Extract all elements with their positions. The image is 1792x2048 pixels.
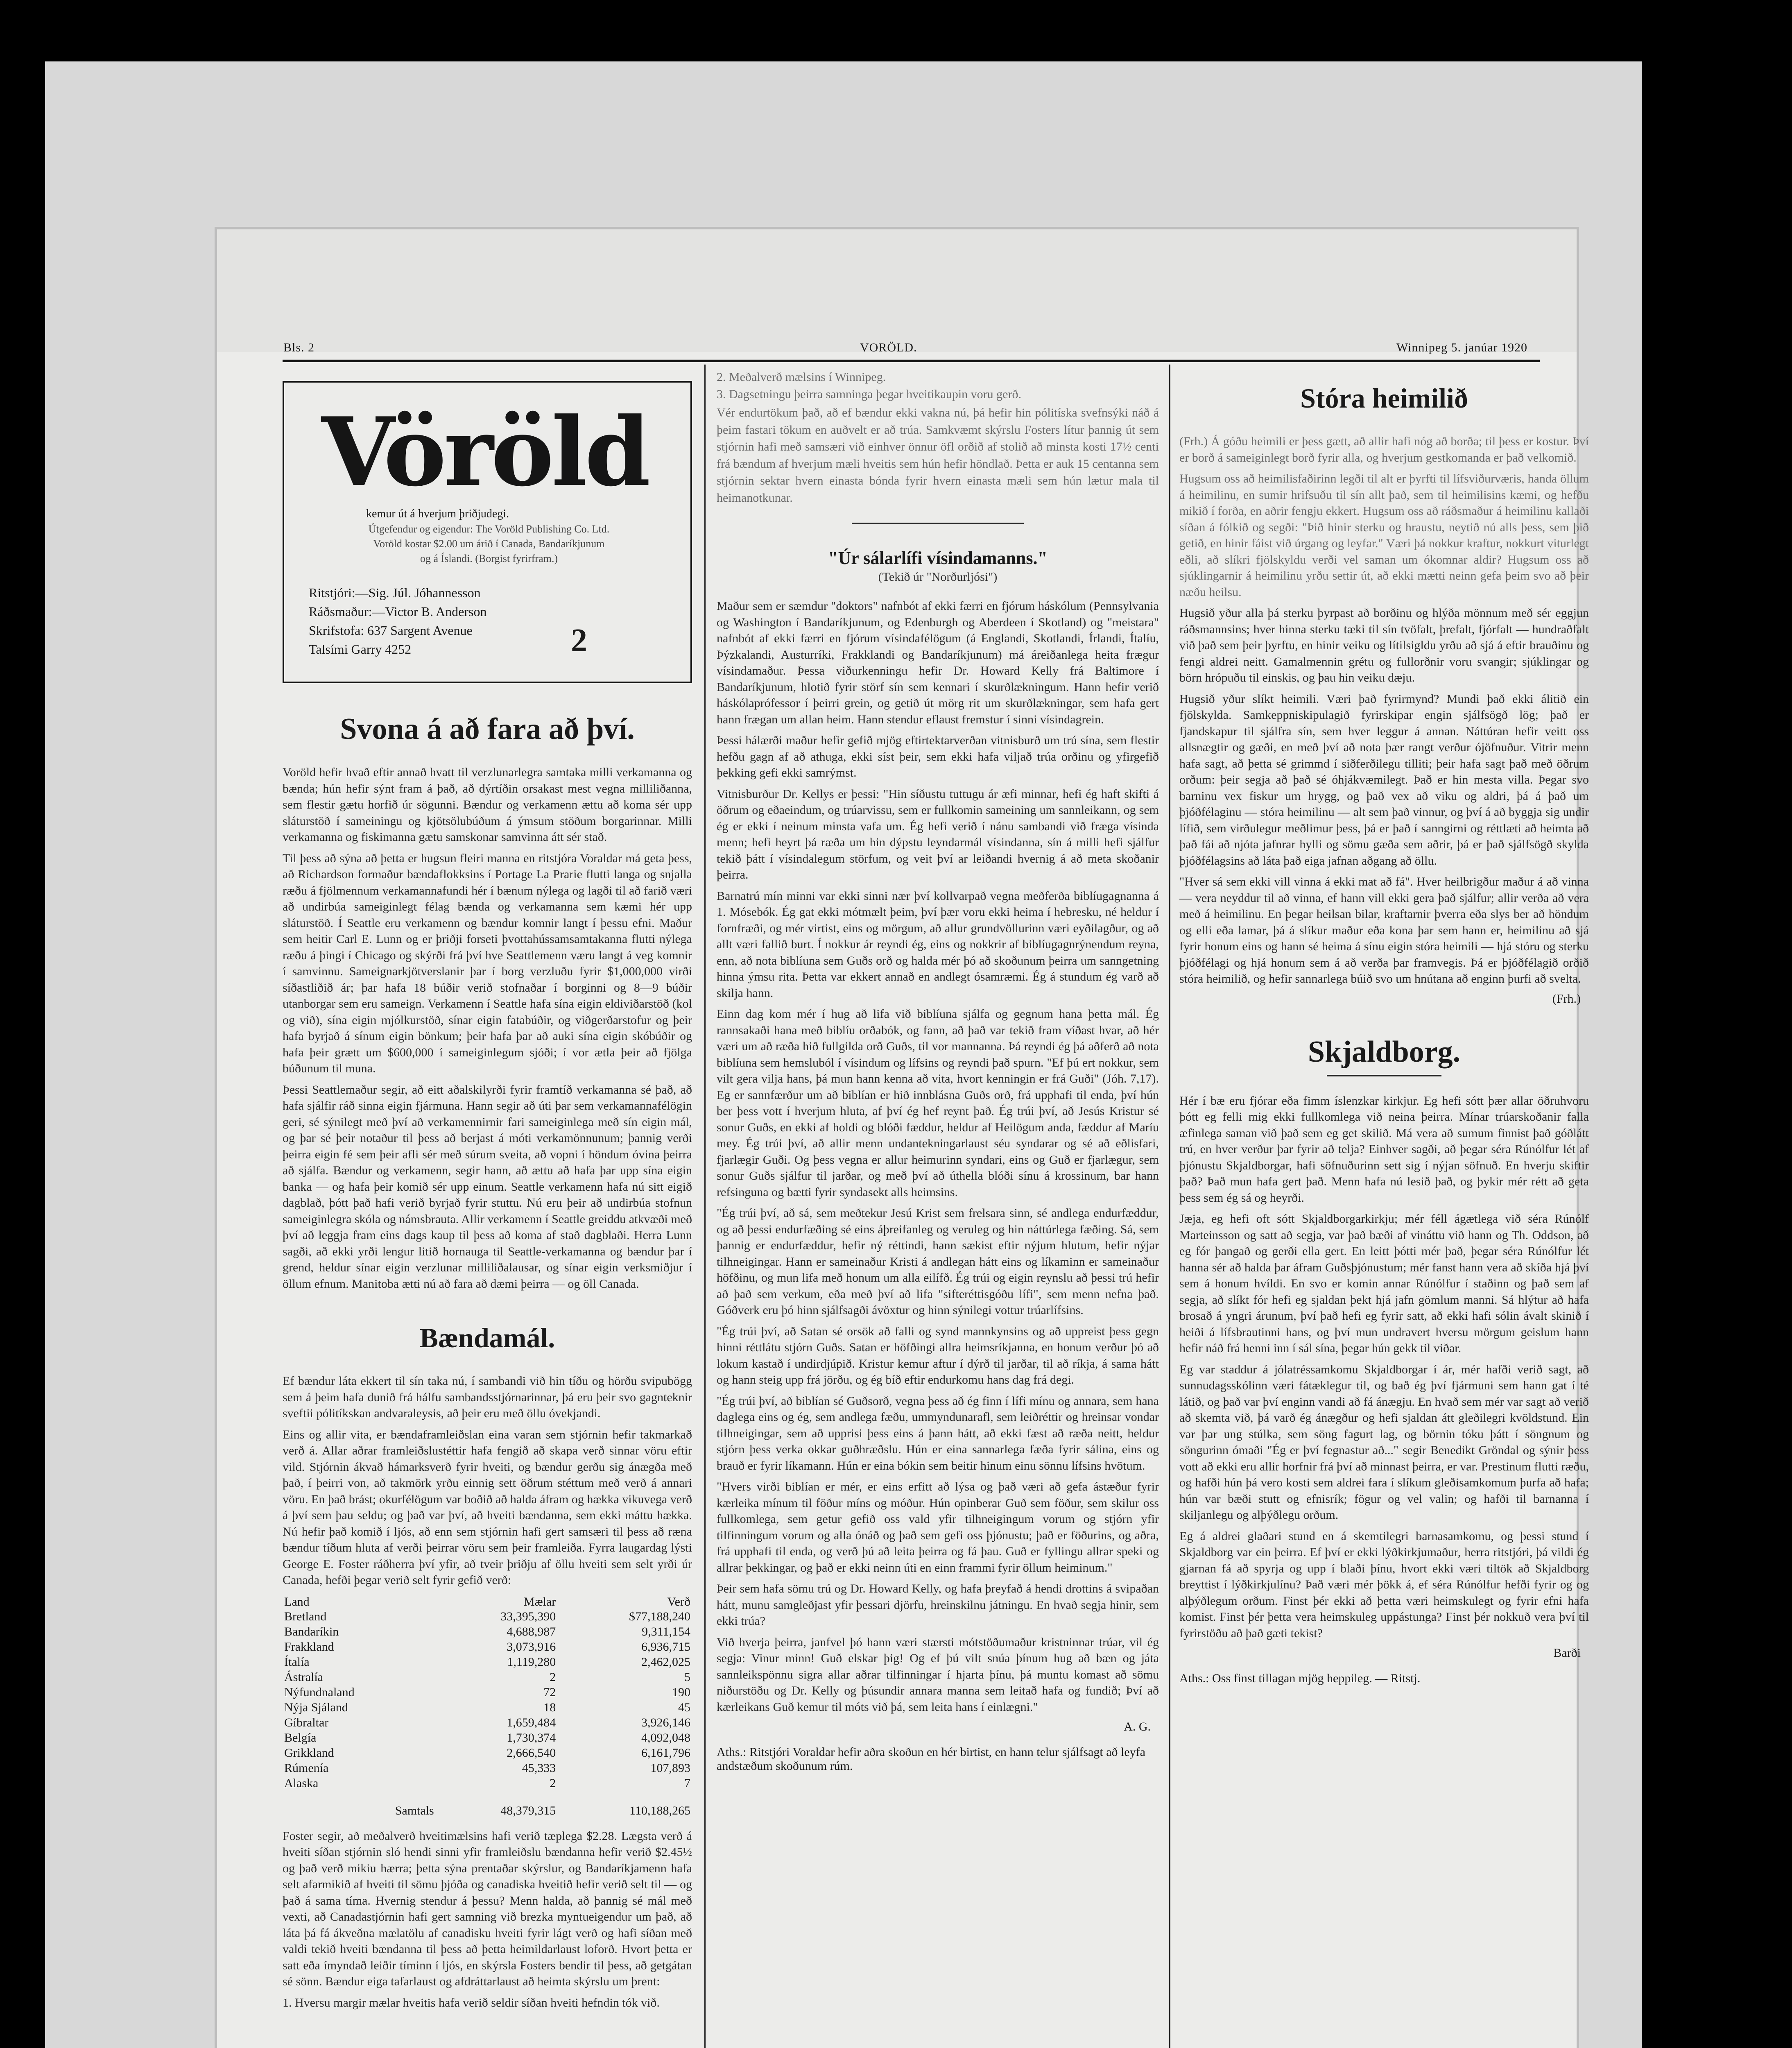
article-paragraph: Vitnisburður Dr. Kellys er þessi: "Hin síðustu tuttugu ár æfi minnar, hefi ég haft skifti á öðrum og eðaeindum, og trúarvissu, sem er fullkomin sameining um sannleikann, og sem ég er ekki í neinum minsta vafa um. Ég hefi verið í nánu sambandi við fræga vísinda menn; hefi heyrt þá ræða um hin dýpstu leyndarmál vísindanna, sín á milli hefi sjálfur tekið þátt í vísindalegum störfum, og veit því ar leiðandi hvernig á að meta skoðanir þeirra. [717, 787, 1159, 881]
table-cell: Nýja Sjáland [284, 1700, 348, 1714]
article-source-note: (Tekið úr "Norðurljósi") [878, 570, 998, 584]
column-left [283, 369, 692, 2048]
article-line: 3. Dagsetningu þeirra samninga þegar hveitikaupin voru gerð. [717, 387, 1021, 401]
article-paragraph: Maður sem er sæmdur "doktors" nafnbót af ekki færri en fjórum háskólum (Pennsylvania og Washington í Bandaríkjunum, og Edenburgh og Aberdeen í Skotland) og "meistara" nafnbót af ekki færri en fjórum vísindafélögum (á Englandi, Skotlandi, Írlandi, Ítalíu, Þýzkalandi, Austurríki, Frakklandi og Bandaríkjunum) má áreiðanlega heita frægur vísindamaður. Þessa viðurkenningu hefir Dr. Howard Kelly frá Baltimore í Bandaríkjunum, hlotið fyrir störf sín sem kennari í skurðlækningum. Hann hefir verið háskólaprófessor í þeirri grein, og getið út mörg rit um skurðlækningar, sem hafa gert hann frægan um allan heim. Hann stendur eflaust fremstur í sinni vísindagrein. [717, 599, 1159, 726]
table-cell: 1,119,280 [507, 1655, 556, 1669]
table-row [283, 1760, 692, 1776]
article-paragraph: Þessi Seattlemaður segir, að eitt aðalskilyrði fyrir framtíð verkamanna sé það, að hafa sjálfir ráð sinna eigin fjármuna. Hann segir að úti þar sem verkamannafélögin geri, sé sýnilegt með því að verkamennirnir fari sameiginlega með sín eigin mál, og þar sé þeir notaður til þess að berjast á móti verkamönnunum; þannig verði þeirra eigin fé sem þeir afli sér með súrum sveita, að vopni í höndum óvina þeirra að sjálfa. Bændur og verkamenn, segir hann, að ættu að hafa þar upp sína eigin banka — og hafa þeir komið sér upp einum. Seattle verkamenn hafa nú sitt eigið dagblað, þótt það hafi verið byrjað fyrir stuttu. Nú eru þeir að undirbúa stofnun sameiginlegra skóla og námsbrauta. Allir verkamenn í Seattle greiddu atkvæði með því að leggja fram eins dags kaup til þess að koma af stað dagblaði. Herra Lunn sagði, að ekki yrði lengur litið hornauga til Seattle-verkamanna og bændur þar í grend, heldur sínar eigin verzlunar milliliðalausar, og sínar eigin verksmiðjur í öllum efnum. Manitoba ætti nú að fara að dæmi þeirra — og öll Canada. [283, 1083, 692, 1291]
article-paragraph: Voröld hefir hvað eftir annað hvatt til verzlunarlegra samtaka milli verkamanna og bænda; hún hefir sýnt fram á það, að dýrtíðin orsakast mest vegna milliliðanna, sem flestir gætu horfið úr sögunni. Bændur og verkamenn ættu að koma sér upp sláturstöð í sameiningu og kjötsölubúðum á ýmsum stöðum borgarinnar. Milli verkamanna og fiskimanna gætu samskonar samvinna átt sér stað. [283, 766, 692, 844]
table-cell: 18 [543, 1700, 556, 1714]
paper-name: VORÖLD. [860, 341, 917, 354]
column-rule [704, 365, 706, 2048]
issue-number: 2 [571, 623, 587, 659]
office-line: Skrifstofa: 637 Sargent Avenue [309, 623, 473, 638]
article-paragraph: Til þess að sýna að þetta er hugsun fleiri manna en ritstjóra Voraldar má geta þess, að Richardson formaður bændaflokksins í Portage La Prarie flutti langa og snjalla ræðu á fjölmennum verkamannafundi hér í bænum nýlega og lagði til að farið væri að undirbúa sameiginlegt félag bænda og verkamanna sem kæmi hér upp sláturstöð. Í Seattle eru verkamenn og bændur komnir langt í þessu efni. Maður sem heitir Carl E. Lunn og er þriðji forseti þvottahússamsamtakanna flutti nýlega ræðu á þingi í Chicago og skýrði frá því hve Seattlemenn væru langt á veg komnir í samvinnu. Sameignarkjötverslanir þar í borg verzluðu fyrir $1,000,000 virði síðastliðið ár; þar hafa 18 búðir verið stofnaðar í borginni og 8—9 búðir utanborgar sem eru sameign. Verkamenn í Seattle hafa sína eigin eldiviðarstöð (kol og við), sína eigin mjólkurstöð, sínar eigin fatabúðir, og viðgerðarstofur og þeir hafa byrjað á sínum eigin bönkum; þeir hafa þar að auki sína eigin skóbúðir og hafa þeir grætt um $600,000 í sameiginlegum sjóði; í vor ætla þeir að fjölga búðunum til muna. [283, 851, 692, 1075]
table-cell: Alaska [284, 1776, 319, 1790]
article-signature: A. G. [1124, 1720, 1151, 1733]
article-headline: Bændamál. [419, 1322, 555, 1353]
table-cell: 190 [672, 1685, 690, 1699]
section-divider [852, 523, 1024, 524]
article-paragraph: "Ég trúi því, að sá, sem meðtekur Jesú Krist sem frelsara sinn, sé andlega endurfæddur, og að þessi endurfæðing sé eins áþreifanleg og veruleg og hin náttúrlega fæðing. Sá, sem þannig er endurfæddur, hefir ný réttindi, hann sækist eftir nýjum hlutum, hefir nýjar tilhneigingar. Hann er sameinaður Kristi á andlegan hátt eins og líkaminn er sameinaður höfðinu, og mun lifa með honum um alla eilífð. Ég trúi og eigin reynslu að þessi trú hefir að það sem verkum, eða með því að lifa "sifteréttisgóðu lífi", sem menn nefna það. Góðverk eru þó hinn sjálfsagði ávöxtur og hinn sýnilegi vottur trúarlífsins. [717, 1206, 1159, 1317]
table-cell: 6,161,796 [641, 1746, 690, 1760]
article-paragraph: 1. Hversu margir mælar hveitis hafa verið seldir síðan hveiti hefndin tók við. [283, 1996, 660, 2009]
table-cell: Rúmenía [284, 1761, 329, 1775]
column-middle [717, 369, 1159, 2048]
table-cell: 1,659,484 [507, 1715, 556, 1729]
masthead-title: Vöröld [321, 397, 648, 507]
table-row [283, 1776, 692, 1791]
article-paragraph: Eins og allir vita, er bændaframleiðslan eina varan sem stjórnin hefir takmarkað verð á. Allar aðrar framleiðslustéttir hafa fengið að skapa verð sinnar vöru eftir vild. Stjórnin ákvað hámarksverð fyrir hveiti, og bændur gerðu sig ánægða með það, í þeirri von, að takmörk yrðu einnig sett öðrum stéttum með verð á annari vöru. En það brást; okurfélögum var boðið að halda áfram og hækka vikuvega verð á því sem þau seldu; og það var því, að hveiti bændanna, sem ekki máttu hækka. Nú hefir það komið í ljós, að enn sem stjórnin hafi gert samsæri til þess að ræna bændur tíðum hluta af verði þeirrar vöru sem þeir framleiða. Fyrra laugardag lýsti George E. Foster ráðherra því yfir, að tveir þriðju af öllu hveiti sem selt yrði úr Canada, hefði þegar verið selt fyrir gefið verð: [283, 1427, 692, 1587]
table-cell: 1,730,374 [507, 1731, 556, 1744]
table-cell: 7 [684, 1776, 690, 1790]
column-right [1179, 369, 1589, 2048]
table-cell: 9,311,154 [642, 1624, 690, 1638]
masthead [283, 381, 692, 683]
table-row [283, 1700, 692, 1715]
table-header: Verð [667, 1595, 690, 1608]
editor-note: Aths.: Oss finst tillagan mjög heppileg. — Ritstj. [1179, 1672, 1421, 1685]
table-totals-row [283, 1791, 692, 1818]
table-cell: Frakkland [284, 1640, 334, 1654]
masthead-info [301, 522, 677, 566]
masthead-subtitle: kemur út á hverjum þriðjudegi. [366, 507, 509, 520]
article-paragraph: Foster segir, að meðalverð hveitimælsins hafi verið tæplega $2.28. Lægsta verð á hveiti síðan stjórnin sló hendi sinni yfir framleiðslu bændanna hefir verið $2.45½ og það verð mikiu hærra; þetta sýna prentaðar skýrslur, og Bandaríkjamenn hafa selt afarmikið af hveiti til sömu þjóða og canadiska hveitið hefir verið selt til — og það á sama tíma. Hvernig stendur á þessu? Menn halda, að þannig sé mál með vexti, að Canadastjórnin hafi gert samning við brezka myntueigendur um það, að láta þá fá ákveðna mælatölu af canadisku hveiti fyrir lágt verð og hafi síðan með valdi tekið hveiti bændanna til þess að þetta heimildarlaust loforð. Hvort þetta er satt eða ímyndað leiðir tíminn í ljós, en skýrsla Fosters bendir til þess, að getgátan sé sönn. Bændur eiga tafarlaust og afdráttarlaust að heimta skýrslu um þrent: [283, 1829, 692, 1988]
masthead-info-line: og á Íslandi. (Borgist fyrirfram.) [420, 553, 558, 564]
masthead-staff [309, 583, 595, 659]
page-number: Bls. 2 [283, 341, 315, 354]
article-headline: Skjaldborg. [1308, 1035, 1461, 1069]
article-paragraph: "Hvers virði biblían er mér, er eins erfitt að lýsa og það væri að gefa ástæður fyrir kærleika mínum til föður míns og móður. Hún opinberar Guð sem föður, sem skilur oss fullkomlega, sem getur gefið oss vald yfir tilhneigingum vorum og stjórn yfir tilfinningum vorum og alla ónáð og það sem gefi oss þjónustu; það er föðurins, og aðra, frá upphafi til enda, og verð þú að leita þeirra og fá þau. Guð er fyllingu allrar speki og allrar þekkingar, og það er ekki neinn úti en einn frammi fyrir öllum heiminum." [717, 1480, 1159, 1575]
table-cell: Ítalía [284, 1655, 310, 1669]
article-paragraph: Þessi hálærði maður hefir gefið mjög eftirtektarverðan vitnisburð um trú sína, sem flestir hefðu gagn af að athuga, ekki síst þeir, sem ekki hafa viljað trúa orðinu og yfirgefið þekking gefi ekki samrýmst. [717, 734, 1159, 779]
table-cell: 110,188,265 [629, 1803, 690, 1817]
table-cell: Bretland [284, 1609, 327, 1623]
article-paragraph: Vér endurtökum það, að ef bændur ekki vakna nú, þá hefir hin pólitíska svefnsýki náð á þeim fastari tökum en auðvelt er að trúa. Samkvæmt skýrslu Fosters lítur þannig út sem stjórnin hafi með samsæri við einhver önnur öfl orðið af stolið að minsta kosti 17½ centi frá bændum af hverjum mæli hveitis sem hún hefir höndlað. Þetta er auk 15 centanna sem stjórnin sektar hvern einasta bónda fyrir hvern einasta mæli sem hún lætur mala til heimanotkunar. [717, 406, 1159, 505]
table-cell: 2,462,025 [641, 1655, 690, 1669]
editor-note: Aths.: Ritstjóri Voraldar hefir aðra skoðun en hér birtist, en hann telur sjálfsagt að leyfa andstæðum skoðunum rúm. [717, 1745, 1145, 1773]
headline-underline [1327, 1075, 1441, 1076]
article-paragraph: Eg á aldrei glaðari stund en á skemtilegri barnasamkomu, og þessi stund í Skjaldborg var ein þeirra. Ef því er ekki lýðkirkjumaður, herra ritstjóri, þá vildi ég gjarnan fá að spyrja og upp í blaði þínu, hvort ekki væri tiltök að Skjaldborg breyttist í lýðkirkjulínu? Það væri mér þökk á, ef séra Rúnólfur hefði fyrir og og alþýðlegum orðum. Finst þér ekki að þetta væri heimskulegt og fyrir efni hafa komist. Finst þér þetta vera heimskuleg uppástunga? Finst þér nokkuð vera því til fyrirstöðu að það gæti tekist? [1179, 1529, 1589, 1640]
table-cell: 33,395,390 [500, 1609, 556, 1623]
table-cell: 2 [550, 1776, 556, 1790]
table-cell: Nýfundnaland [284, 1685, 355, 1699]
masthead-info-line: Voröld kostar $2.00 um árið í Canada, Bandaríkjunum [373, 538, 605, 550]
newspaper-page [217, 229, 1589, 2048]
header-rule [283, 360, 1540, 362]
article-paragraph: Eg var staddur á jólatréssamkomu Skjaldborgar í ár, mér hafði verið sagt, að sunnudagsskólinn væri fátæklegur til, og bað ég því fjármuni sem hann gat í té látið, og það var því enginn vandi að fá ánægju. En hvað sem mér var sagt að verið að skemta við, þá varð ég ánægður og hefi sjaldan átt gleðilegri kvöldstund. Ein var þar ung stúlka, sem söng fagurt lag, og börnin tóku þátt í söngnum og söngurinn ómaði "Ég er því fegnastur að..." segir Benedikt Gröndal og sýnir þess vott að ekki eru allir horfnir frá því að minnast þeirra, er var. Prestinum flutti ræðu, og hafði hún þá vero kosti sem aldrei fara í slíkum gleðisamkomum þurfa að hafa; hún var bæði stutt og efnisrík; fögur og vel valin; og hafði til barnanna í skiljanlegu og alþýðlegu orðum. [1179, 1362, 1589, 1522]
table-cell: Belgía [284, 1731, 317, 1744]
table-row [283, 1624, 692, 1639]
table-row [283, 1670, 692, 1685]
table-row [283, 1685, 692, 1700]
table-cell: Ástralía [284, 1670, 323, 1684]
issue-date: Winnipeg 5. janúar 1920 [1396, 341, 1527, 354]
article-paragraph: Barnatrú mín minni var ekki sinni nær því kollvarpað vegna meðferða biblíugagnanna á 1. Mósebók. Ég gat ekki mótmælt þeim, því þær voru ekki heima í hebresku, né heldur í fornfræði, og mér virtist, eins og mörgum, að allur grundvöllurinn væri eyðilagður, og að allt væri fallið burt. Í nokkur ár reyndi ég, eins og nokkrir af biblíugagnrýnendum reyna, enn, að nota biblíuna sem Guðs orð og halda mér þó að skoðunum þeirra um sanngetning hinna ýmsu rita. Þetta var ekkert annað en andlegt ósamræmi. Ég á stundum ég varð að skilja hann. [717, 889, 1159, 1000]
table-cell: 4,092,048 [641, 1731, 690, 1744]
article-paragraph: Hugsum oss að heimilisfaðirinn legði til alt er þyrfti til lífsviðurværis, handa öllum á heimilinu, en sumir hrifsuðu til sín allt það, sem til heimilisins kæmi, og hefðu mikið í forða, en aðrir fengju ekkert. Hugsum oss að ráðsmaður á heimilinu kallaði síðan á fólkið og segði: "Þið hinir sterku og hraustu, neytið nú alls þess, sem þið getið, en hinir fáist við úrgang og leyfar." Væri þá nokkur kraftur, nokkurt viturlegt eðli, að slíkri fjölskyldu verði vel saman um ókomnar aldir? Hugsum oss að sjúklingarnir á heimilinu yrðu settir út, að ekki mætti neinn gefa þeim svo að þeir næðu heilsu. [1179, 472, 1589, 599]
article-headline: Svona á að fara að því. [340, 712, 635, 746]
masthead-info-line: Útgefendur og eigendur: The Voröld Publishing Co. Ltd. [368, 523, 610, 535]
article-paragraph: Ef bændur láta ekkert til sín taka nú, í sambandi við hin tíðu og hörðu svipubögg sem á þeim hafa dunið frá hálfu sambandsstjórnarinnar, þá eru þeir svo gagnteknir sveftii pólitíkskan andvaraleysis, að þeir eru með öllu óvekjandi. [283, 1374, 692, 1420]
table-cell: 3,073,916 [507, 1640, 556, 1654]
article-paragraph: (Frh.) Á góðu heimili er þess gætt, að allir hafi nóg að borða; til þess er kostur. Því er borð á sameiginlegt borð fyrir alla, og hverjum gestkomanda er það velkomið. [1179, 435, 1589, 464]
table-row [283, 1609, 692, 1624]
table-row [283, 1745, 692, 1760]
article-headline: Stóra heimilið [1300, 383, 1468, 414]
table-cell: 48,379,315 [500, 1803, 556, 1817]
table-cell: Bandaríkin [284, 1624, 339, 1638]
wheat-sales-table [283, 1595, 692, 1818]
table-cell: 45,333 [522, 1761, 556, 1775]
article-headline: "Úr sálarlífi vísindamanns." [828, 548, 1048, 568]
table-row [283, 1654, 692, 1670]
table-row [283, 1639, 692, 1654]
table-cell: 72 [543, 1685, 556, 1699]
table-header: Mælar [523, 1595, 556, 1608]
table-cell: 2,666,540 [507, 1746, 556, 1760]
column-rule [1169, 365, 1170, 2048]
table-cell: 3,926,146 [641, 1715, 690, 1729]
article-paragraph: Jæja, eg hefi oft sótt Skjaldborgarkirkju; mér féll ágætlega við séra Rúnólf Marteinsson og satt að segja, var það bæði af vináttu við hann og Th. Oddson, að eg fór þangað og gerði ella gert. En leitt þótti mér það, þegar séra Rúnólfur lét hanna sér að halda þar áfram Guðsþjónustum; mér fanst hann vera að skíða hjá því sem á honum hvíldi. En svo er komin annar Rúnólfur í staðinn og það sem af segja, að slíkt fór hefi eg sjaldan þekt hjá jafn gömlum manni. Sá hlýtur að hafa brosað á yngri árunum, því það hefi eg fyrir satt, að ekki hafi sólin ávalt skinið í heiði á lífsbrautinni hans, og því mun undravert hversu mörgum geislum hann hefir náð frá henni inn í sál sína, þegar hún gekk til viðar. [1179, 1212, 1589, 1355]
table-cell: 4,688,987 [507, 1624, 556, 1638]
phone-line: Talsími Garry 4252 [309, 642, 412, 657]
article-paragraph: Við hverja þeirra, janfvel þó hann væri stærsti mótstöðumaður kristninnar trúar, vil ég segja: Vinur minn! Guð elskar þig! Og ef þú vilt snúa þínum hug að bæn og játa sannleikspönnu sigra allar aðrar tilfinningar í hjarta þínu, þá muntu komast að sömu niðurstöðu og Dr. Kelly og þúsundir annara manna sem leitað hafa og fundið; Því að kærleikans Guð kemur til móts við þá, sem leita hans í einlægni." [717, 1635, 1159, 1714]
editor-line: Ritstjóri:—Sig. Júl. Jóhannesson [309, 585, 481, 600]
table-cell: 6,936,715 [641, 1640, 690, 1654]
manager-line: Ráðsmaður:—Victor B. Anderson [309, 604, 487, 619]
table-row [283, 1730, 692, 1745]
article-paragraph: Þeir sem hafa sömu trú og Dr. Howard Kelly, og hafa þreyfað á hendi drottins á svipaðan hátt, munu samgleðjast yfir þessari djörfu, hreinskilnu játningu. En hvað segja hinir, sem ekki trúa? [717, 1582, 1159, 1628]
table-row [283, 1715, 692, 1730]
table-cell: 5 [684, 1670, 690, 1684]
table-cell: $77,188,240 [629, 1609, 690, 1623]
article-paragraph: "Hver sá sem ekki vill vinna á ekki mat að fá". Hver heilbrigður maður á að vinna — vera neyddur til að vinna, ef hann vill ekki gera það sjálfur; allir verða að vera með á heimilinu. En þegar heilsan bilar, kraftarnir þverra eða slys ber að höndum og elli eða lamar, þá á slíkur maður eða kona þar sem hann er, heimilinu að sjá fyrir honum eins og hann sé heima á sínu eigin stóra heimili — hjá stóru og sterku þjóðfélagi og hjá honum sem á að verða þar framvegis. Þá er þjóðfélagið orðið stóra heimilið, og hefir sannarlega búið svo um hnútana að enginn þurfi að svelta. [1179, 875, 1589, 985]
table-cell: 45 [678, 1700, 690, 1714]
article-paragraph: "Ég trúi því, að Satan sé orsök að falli og synd mannkynsins og að uppreist þess gegn hinni réttlátu stjórn Guðs. Satan er höfðingi allra heimsríkjanna, en honum verður þó að lokum kastað í undirdjúpið. Kristur kemur aftur í dýrð til jarðar, til að ríkja, á sama hátt og hann steig upp frá jörðu, og ég bíð eftir endurkomu hans dag frá degi. [717, 1324, 1159, 1386]
article-paragraph: Hugsið yður slíkt heimili. Væri það fyrirmynd? Mundi það ekki álitið ein fjölskylda. Samkeppniskipulagið fyrirskipar engin sjálfsögð lög; það er fjandskapur til sjálfra sín, sem hver leggur á annan. Náttúran hefir veitt oss allsnægtir og gæði, en með því að nota þær rangt verður ójöfnuður. Vitrir menn hafa sagt, að þetta sé grimmd í siðferðilegu tilliti; þeir hafa sagt það með öðrum orðum: þeir segja að það sé óhjákvæmilegt. Það er hin mesta villa. Þegar svo barninu vex fiskur um hrygg, og það vex að viku og aldri, þá á það um þjóðfélaginu — stóra heimilinu — alt sem það vinnur, og því á að byggja sig undir lífið, sem virðulegur meðlimur þess, þá er það í sanngirni og réttlæti að heimta að það fái að njóta jafnrar hylli og sömu gæða sem aðrir, þá er það sjálfsögð skylda þjóðfélagsins að láta það eiga jafnan aðgang að öllu. [1179, 692, 1589, 868]
article-line: 2. Meðalverð mælsins í Winnipeg. [717, 370, 886, 384]
article-signature: Barði [1553, 1646, 1581, 1660]
page-top-margin [217, 229, 1577, 352]
table-cell: Gíbraltar [284, 1715, 329, 1729]
continued-note: (Frh.) [1552, 992, 1581, 1006]
table-cell: Samtals [395, 1803, 434, 1817]
table-cell: 107,893 [650, 1761, 690, 1775]
table-cell: Grikkland [284, 1746, 334, 1760]
article-paragraph: Einn dag kom mér í hug að lifa við biblíuna sjálfa og gegnum hana þetta mál. Ég rannsakaði hana með biblíu orðabók, og fann, að það var tekið fram víðast hvar, að hér væri um að ræða hið fullgilda orð Guðs, til vor mannanna. Þá reyndi ég þá aðferð að nota biblíuna sem hemsluból í vísindum og lífsins og reyndi það spurn. "Ef þú ert nokkur, sem vilt gera vilja hans, þá mun hann kenna að vita, hvort kenningin er frá Guði" (Jóh. 7,17). Eg er sannfærður um að biblían er hið innblásna Guðs orð, frá upphafi til enda, því hún ber þess vott í hverjum hluta, af því ég hef reynt það. Ég trúi því, að Jesús Kristur sé sonur Guðs, en ekki af holdi og blóði fæddur, heldur af Heilögum anda, fæddur af Maríu mey. Ég trúi því, að allir menn undantekningarlaust séu syndarar og sé að eðlisfari, fjarlægir Guði. Og þess vegna er allur heimurinn syndari, eins og Guð er fjarlægur, sem sonur Guðs sjálfur til jarðar, og með því að úthella blóði sínu á krossinum, bar hann refsinguna og bætti fyrir syndasekt alls heimsins. [717, 1007, 1159, 1199]
table-header-row [283, 1595, 692, 1609]
article-paragraph: Hér í bæ eru fjórar eða fimm íslenzkar kirkjur. Eg hefi sótt þær allar öðruhvoru þótt eg felli mig ekki fullkomlega við neina þeirra. Mínar trúarskoðanir falla æfinlega saman við það sem eg get skilið. Má vera að sumum finnist það góðlátt trú, en hver verður þar fyrir að telja? Einhver sagði, að þegar séra Rúnólfur lét af þjónustu Skjaldborgar, hafi söfnuðurinn sett sig í nýjan söfnuð. En hverju skiftir það? Það mun hafa gert það. Menn hafa nú lesið það, og þykir mér rétt að geta þess sem ég sá og heyrði. [1179, 1094, 1589, 1205]
table-header: Land [284, 1595, 310, 1608]
article-paragraph: "Ég trúi því, að biblían sé Guðsorð, vegna þess að ég finn í lífi mínu og annara, sem hana daglega eins og ég, sem andlega fæðu, ummyndunarafl, sem leiðréttir og hreinsar vondar tilhneigingar, sem að upprisi þess eins á þann hátt, að ekki fæst að ræða neitt, heldur stjórn þess verka okkar guðhræðslu. Hún er eina sannarlega fæða fyrir sálina, eins og brauð er fyrir líkamann. Hún er eina bókin sem beitir hinum einu sönnu lífsins hvötum. [717, 1394, 1159, 1473]
table-cell: 2 [550, 1670, 556, 1684]
article-paragraph: Hugsið yður alla þá sterku þyrpast að borðinu og hlýða mönnum með sér eggjun ráðsmannsins; hver hinna sterku tæki til sín tvöfalt, þrefalt, fjórfalt — hundraðfalt við það sem þeir þyrftu, en hinir veiku og lítilsigldu yrðu að sjá á eftir brauðinu og fengi aldrei neitt. Gamalmennin grétu og fullorðnir voru svangir; sjúklingar og börn hrópuðu til einskis, og þau hin veiku dæju. [1179, 606, 1589, 684]
